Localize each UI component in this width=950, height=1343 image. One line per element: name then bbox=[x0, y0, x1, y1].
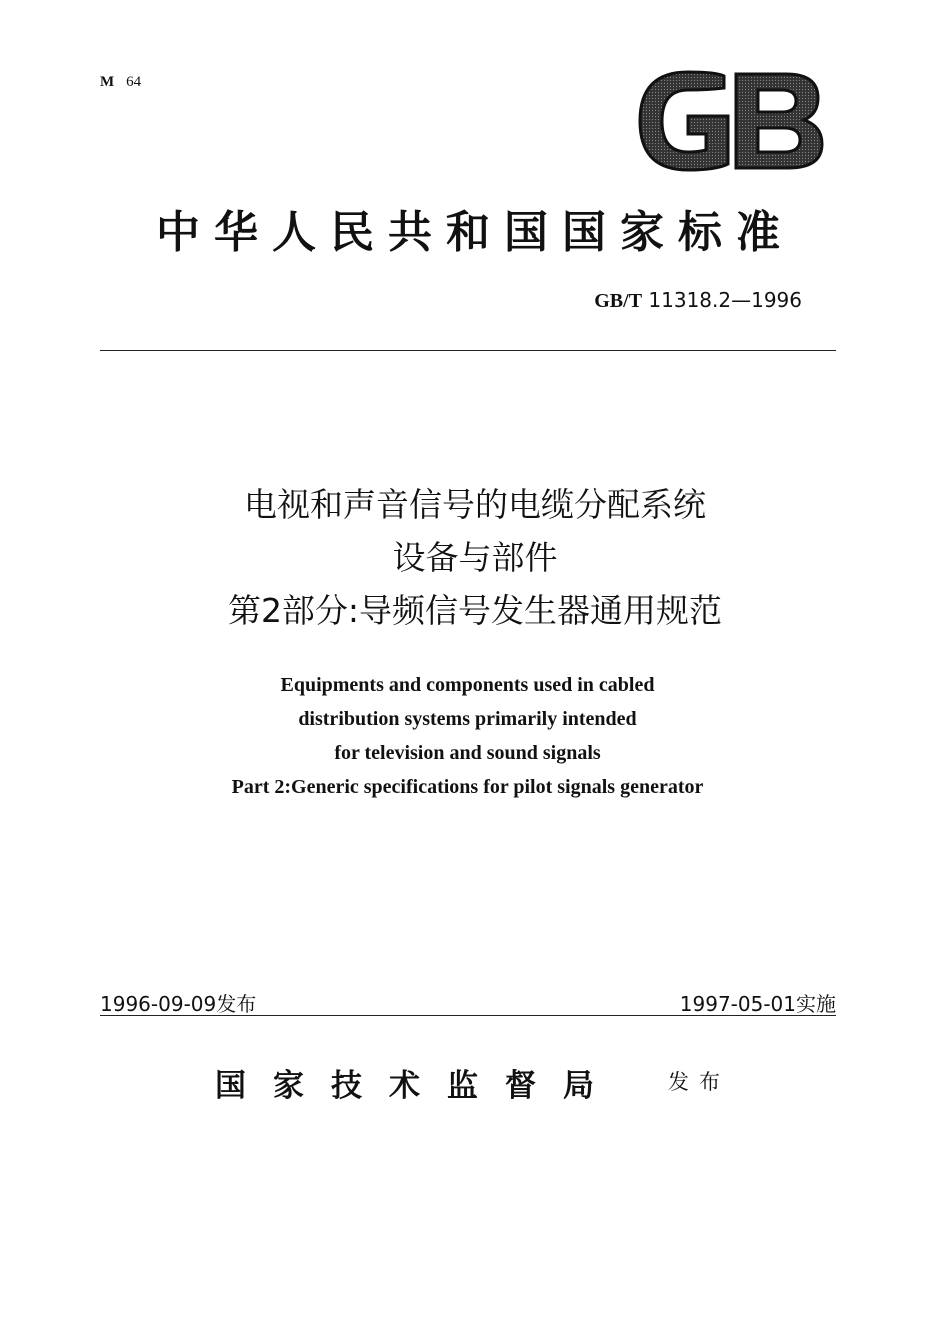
logo-text: GB bbox=[731, 130, 733, 131]
standard-number bbox=[594, 288, 802, 313]
classification-letter: M bbox=[100, 74, 115, 90]
publisher-name: 国家技术监督局 bbox=[215, 1068, 621, 1104]
standard-number-prefix: GB/T bbox=[594, 290, 643, 312]
publish-action: 发布 bbox=[668, 1070, 730, 1094]
top-divider bbox=[100, 350, 836, 351]
bottom-divider bbox=[100, 1015, 836, 1016]
classification-number: 64 bbox=[126, 74, 142, 90]
english-title-line-1: Equipments and components used in cabled bbox=[280, 674, 655, 696]
gb-logo-icon bbox=[636, 70, 826, 172]
classification-code bbox=[100, 74, 141, 91]
chinese-title-line-1: 电视和声音信号的电缆分配系统 bbox=[244, 485, 706, 524]
national-standard-title: 中华人民共和国国家标准 bbox=[156, 207, 794, 258]
english-title bbox=[0, 668, 935, 804]
english-title-line-3: for television and sound signals bbox=[334, 742, 601, 764]
effective-date: 1997-05-01实施 bbox=[679, 992, 836, 1016]
english-title-line-4: Part 2:Generic specifications for pilot signals generator bbox=[231, 776, 704, 798]
chinese-title bbox=[0, 478, 950, 637]
issue-date: 1996-09-09发布 bbox=[100, 992, 257, 1016]
chinese-title-line-2: 设备与部件 bbox=[392, 538, 558, 577]
english-title-line-2: distribution systems primarily intended bbox=[298, 708, 637, 730]
standard-number-value: 11318.2—1996 bbox=[648, 288, 802, 312]
chinese-title-line-3: 第2部分:导频信号发生器通用规范 bbox=[227, 591, 723, 630]
